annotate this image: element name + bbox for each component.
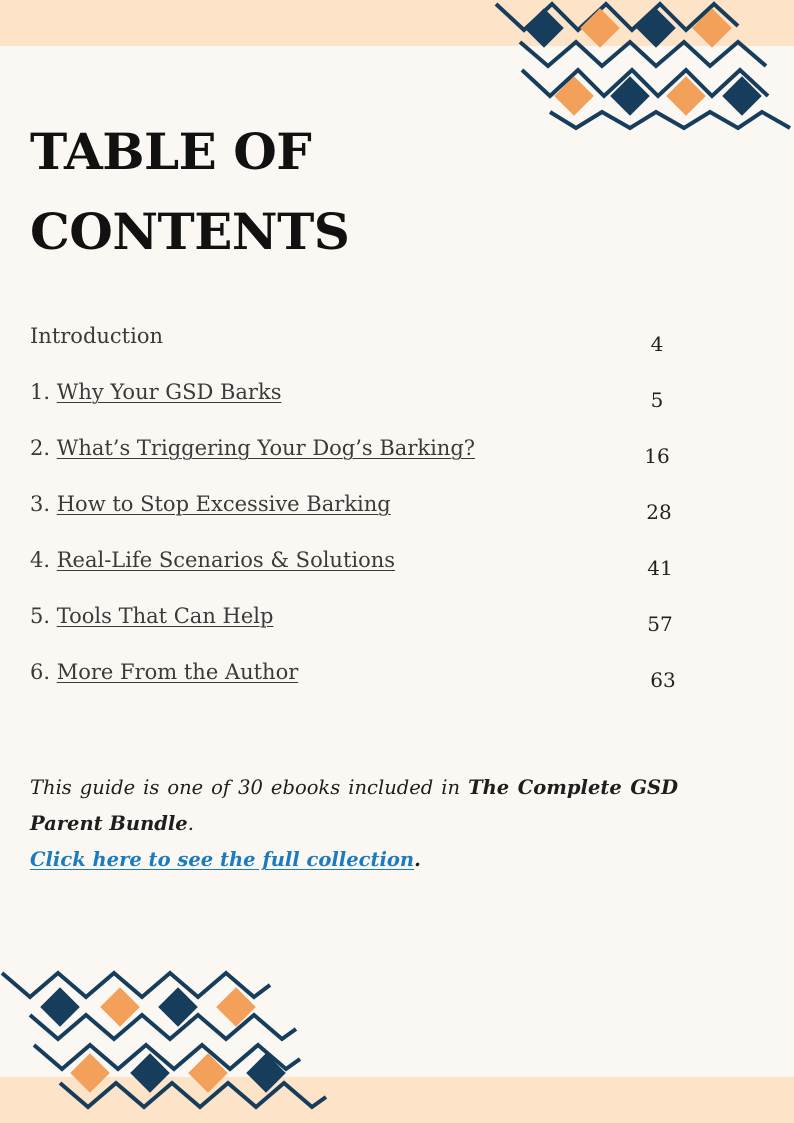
link-period: .	[414, 848, 421, 871]
toc-entry-label: 6. More From the Author	[30, 660, 299, 684]
table-of-contents	[30, 318, 690, 710]
toc-entry-label: 2. What’s Triggering Your Dog’s Barking?	[30, 436, 476, 460]
toc-entry-label: 3. How to Stop Excessive Barking	[30, 492, 391, 516]
toc-entry-page: 57	[647, 612, 673, 636]
page-title-line-2: CONTENTS	[30, 202, 350, 261]
toc-entry-page: 5	[650, 388, 664, 412]
toc-entry-link[interactable]: What’s Triggering Your Dog’s Barking?	[56, 436, 476, 460]
toc-entry-chapter-4[interactable]	[30, 542, 690, 598]
toc-entry-page: 4	[650, 332, 664, 356]
toc-entry-chapter-3[interactable]	[30, 486, 690, 542]
toc-entry-page: 16	[644, 444, 670, 468]
toc-entry-chapter-1[interactable]	[30, 374, 690, 430]
toc-entry-introduction[interactable]	[30, 318, 690, 374]
bundle-note	[30, 770, 678, 842]
toc-entry-chapter-5[interactable]	[30, 598, 690, 654]
full-collection-link[interactable]	[30, 842, 421, 878]
bundle-name: The Complete GSD Parent Bundle	[30, 776, 678, 835]
toc-entry-link[interactable]: Tools That Can Help	[56, 604, 274, 628]
decorative-diamond-pattern-top	[490, 0, 794, 134]
toc-entry-chapter-6[interactable]	[30, 654, 690, 710]
bundle-note-suffix: .	[187, 812, 194, 835]
toc-entry-label: 5. Tools That Can Help	[30, 604, 274, 628]
toc-entry-page: 28	[646, 500, 672, 524]
toc-entry-chapter-2[interactable]	[30, 430, 690, 486]
toc-entry-link[interactable]: Why Your GSD Barks	[56, 380, 282, 404]
toc-entry-page: 41	[647, 556, 673, 580]
decorative-diamond-pattern-bottom	[0, 965, 334, 1115]
toc-entry-label: Introduction	[30, 324, 163, 348]
page-title	[30, 112, 530, 272]
toc-entry-link[interactable]: Real-Life Scenarios & Solutions	[56, 548, 396, 572]
toc-entry-label: 1. Why Your GSD Barks	[30, 380, 282, 404]
toc-entry-link[interactable]: More From the Author	[56, 660, 299, 684]
toc-entry-page: 63	[650, 668, 676, 692]
page-title-line-1: TABLE OF	[30, 122, 312, 181]
full-collection-link-text[interactable]: Click here to see the full collection	[30, 848, 415, 871]
toc-entry-link[interactable]: How to Stop Excessive Barking	[56, 492, 391, 516]
bundle-note-prefix: This guide is one of 30 ebooks included in	[30, 776, 469, 799]
toc-entry-label: 4. Real-Life Scenarios & Solutions	[30, 548, 396, 572]
